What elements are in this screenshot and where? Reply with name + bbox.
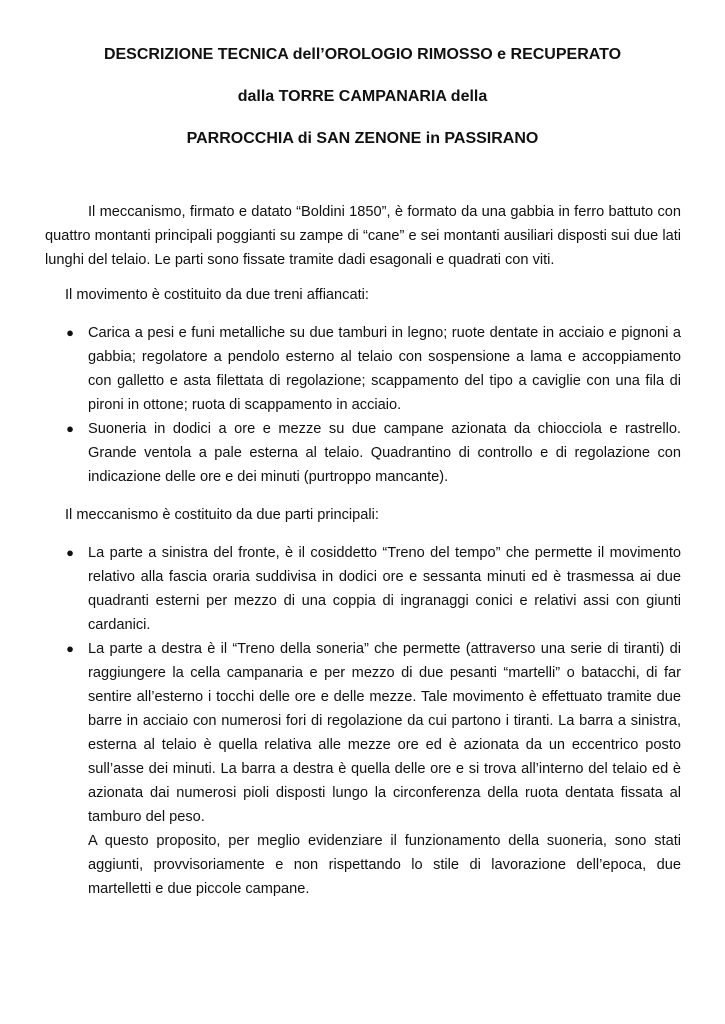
intro-paragraph: Il meccanismo, firmato e datato “Boldini 1850”, è formato da una gabbia in ferro battuto con quattro montanti principali poggianti su zampe di “cane” e sei montanti ausiliari disposti sui due lati lunghi del telaio. Le parti sono fissate tramite dadi esagonali e quadrati con viti. [45, 204, 681, 268]
list-item-text: La parte a destra è il “Treno della soneria” che permette (attraverso una serie di tiranti) di raggiungere la cella campanaria e per mezzo di due pesanti “martelli” o batacchi, di far sentire all’esterno i tocchi delle ore e delle mezze. Tale movimento è effettuato tramite due barre in acciaio con numerosi fori di regolazione da cui partono i tiranti. La barra a sinistra, esterna al telaio è quella relativa alle mezze ore ed è azionata da un eccentrico posto sull’asse dei minuti. La barra a destra è quella delle ore e si trova all’interno del telaio ed è azionata dai numerosi pioli disposti lungo la circonferenza della ruota dentata fissata al tamburo del peso. [88, 641, 681, 825]
bullet-icon: ● [66, 325, 74, 340]
list-item [45, 417, 681, 489]
movement-heading: Il movimento è costituito da due treni affiancati: [65, 287, 369, 303]
movement-list [45, 321, 681, 489]
title-line-3: PARROCCHIA di SAN ZENONE in PASSIRANO [186, 130, 539, 147]
title-line-2: dalla TORRE CAMPANARIA della [237, 88, 488, 105]
list-item-text: La parte a sinistra del fronte, è il cosiddetto “Treno del tempo” che permette il movimento relativo alla fascia oraria suddivisa in dodici ore e sessanta minuti ed è trasmessa ai due quadranti esterni per mezzo di una coppia di ingranaggi conici e relativi assi con giunti cardanici. [88, 545, 681, 633]
mechanism-heading: Il meccanismo è costituito da due parti principali: [65, 507, 379, 523]
mechanism-note: A questo proposito, per meglio evidenziare il funzionamento della suoneria, sono stati aggiunti, provvisoriamente e non rispettando lo stile di lavorazione dell’epoca, due martelletti e due piccole campane. [88, 833, 681, 897]
document-body [45, 200, 681, 915]
list-item [45, 541, 681, 637]
list-item-text: Suoneria in dodici a ore e mezze su due campane azionata da chiocciola e rastrello. Grande ventola a pale esterna al telaio. Quadrantino di controllo e di regolazione con indicazione delle ore e dei minuti (purtroppo mancante). [88, 421, 681, 485]
list-item [45, 321, 681, 417]
bullet-icon: ● [66, 421, 74, 436]
document-title [0, 44, 725, 170]
title-line-1: DESCRIZIONE TECNICA dell’OROLOGIO RIMOSSO e RECUPERATO [103, 46, 622, 63]
bullet-icon: ● [66, 545, 74, 560]
bullet-icon: ● [66, 641, 74, 656]
list-item [45, 637, 681, 901]
mechanism-list [45, 541, 681, 901]
list-item-text: Carica a pesi e funi metalliche su due tamburi in legno; ruote dentate in acciaio e pignoni a gabbia; regolatore a pendolo esterno al telaio con sospensione a lama e accoppiamento con galletto e asta filettata di regolazione; scappamento del tipo a caviglie con una fila di pironi in ottone; ruota di scappamento in acciaio. [88, 325, 681, 413]
